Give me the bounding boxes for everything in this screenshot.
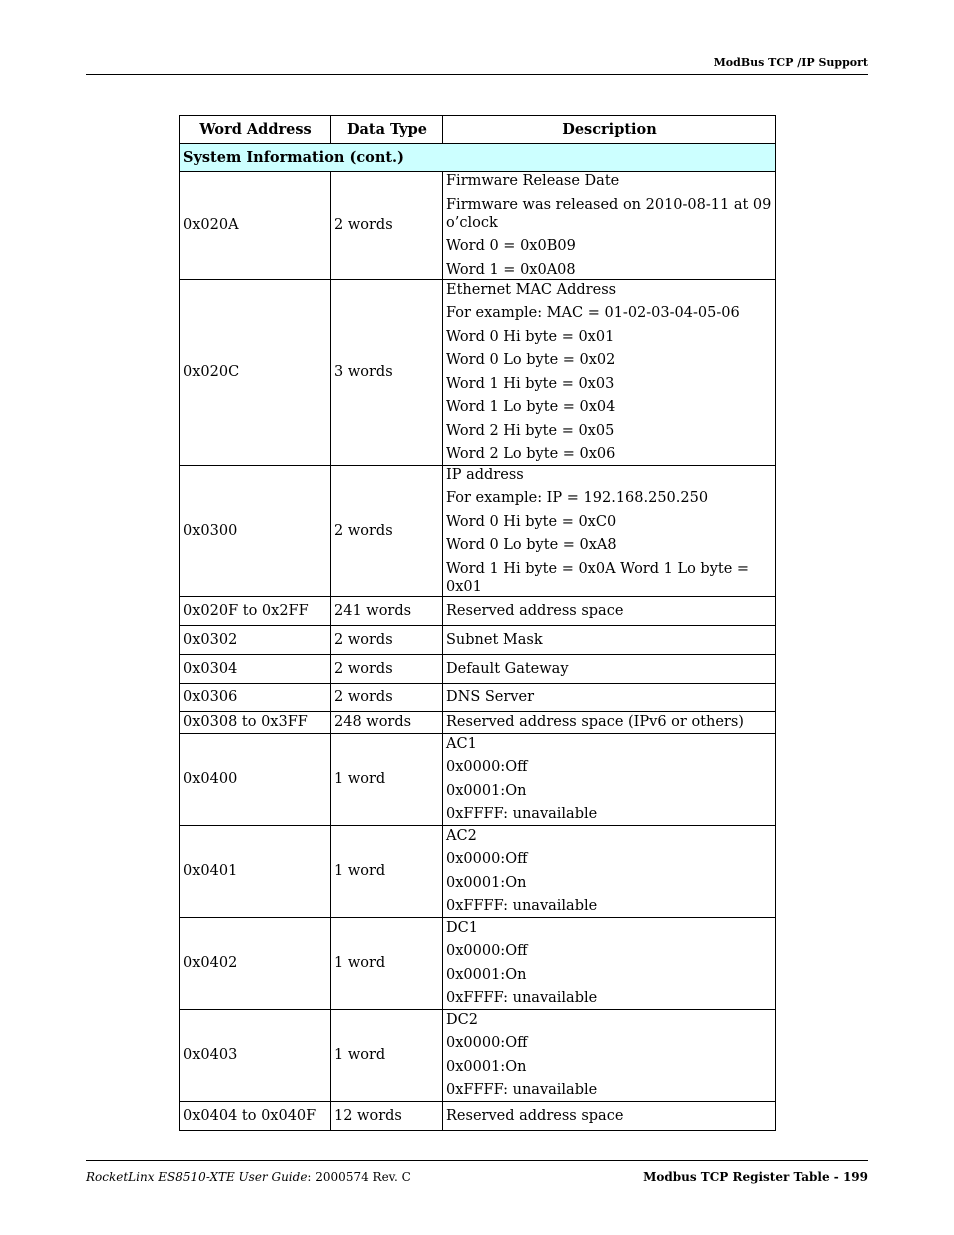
description-cell (443, 733, 776, 825)
description-cell (443, 465, 776, 596)
table-row (180, 654, 776, 683)
data-type-cell: 2 words (331, 172, 443, 280)
description-line: AC1 (446, 735, 477, 752)
description-line: Firmware was released on 2010-08-11 at 09 o’clock (446, 196, 772, 231)
description-line: Reserved address space (446, 602, 624, 619)
data-type-cell: 1 word (331, 917, 443, 1009)
description-line: 0x0001:On (446, 782, 527, 799)
description-line: 0x0000:Off (446, 1035, 528, 1052)
description-cell (443, 654, 776, 683)
description-line: DC1 (446, 919, 478, 936)
table-row (180, 683, 776, 711)
data-type-cell: 248 words (331, 711, 443, 733)
section-title: System Information (cont.) (180, 144, 776, 172)
column-header-data-type: Data Type (331, 116, 443, 144)
word-address-cell: 0x020F to 0x2FF (180, 596, 331, 625)
data-type-cell: 2 words (331, 625, 443, 654)
table-header-row (180, 116, 776, 144)
word-address-cell: 0x0302 (180, 625, 331, 654)
description-line: Word 2 Lo byte = 0x06 (446, 446, 616, 463)
word-address-cell: 0x0401 (180, 825, 331, 917)
description-line: IP address (446, 466, 524, 483)
description-line: Word 0 Lo byte = 0xA8 (446, 537, 617, 553)
table-row (180, 1009, 776, 1101)
word-address-cell: 0x0306 (180, 683, 331, 711)
description-line: 0xFFFF: unavailable (446, 806, 598, 823)
description-line: Word 2 Hi byte = 0x05 (446, 422, 615, 439)
description-cell (443, 711, 776, 733)
data-type-cell: 2 words (331, 654, 443, 683)
data-type-cell: 1 word (331, 825, 443, 917)
data-type-cell: 12 words (331, 1101, 443, 1130)
description-line: 0x0001:On (446, 874, 527, 891)
description-line: 0x0001:On (446, 1058, 527, 1075)
data-type-cell: 3 words (331, 279, 443, 465)
word-address-cell: 0x020A (180, 172, 331, 280)
description-line: Default Gateway (446, 660, 569, 677)
column-header-word-address: Word Address (180, 116, 331, 144)
word-address-cell: 0x0404 to 0x040F (180, 1101, 331, 1130)
description-line: For example: IP = 192.168.250.250 (446, 490, 709, 506)
description-line: Reserved address space (446, 1107, 624, 1124)
description-line: Word 1 Lo byte = 0x04 (446, 399, 616, 416)
description-line: For example: MAC = 01-02-03-04-05-06 (446, 305, 740, 322)
description-line: Subnet Mask (446, 631, 543, 648)
table-row (180, 172, 776, 280)
footer-page-label: Modbus TCP Register Table - 199 (643, 1170, 868, 1184)
description-cell (443, 279, 776, 465)
description-line: AC2 (446, 827, 477, 844)
description-line: Word 0 Hi byte = 0xC0 (446, 513, 617, 530)
header-rule (86, 74, 868, 75)
table-row (180, 596, 776, 625)
description-cell (443, 825, 776, 917)
table-row (180, 825, 776, 917)
description-line: DNS Server (446, 689, 535, 705)
description-line: Ethernet MAC Address (446, 281, 617, 298)
footer-doc-number: : 2000574 Rev. C (307, 1170, 411, 1184)
table-row (180, 733, 776, 825)
description-line: 0x0000:Off (446, 943, 528, 960)
table-row (180, 917, 776, 1009)
description-line: Word 1 = 0x0A08 (446, 261, 576, 278)
data-type-cell: 1 word (331, 733, 443, 825)
footer-document-info (86, 1170, 411, 1184)
table-row (180, 625, 776, 654)
table-row (180, 279, 776, 465)
description-line: 0x0000:Off (446, 851, 528, 868)
description-cell (443, 596, 776, 625)
word-address-cell: 0x0304 (180, 654, 331, 683)
description-line: Word 0 Lo byte = 0x02 (446, 352, 616, 369)
description-line: 0x0001:On (446, 966, 527, 983)
description-line: Reserved address space (IPv6 or others) (446, 714, 744, 730)
description-cell (443, 625, 776, 654)
register-table (179, 115, 776, 1131)
description-line: Word 0 = 0x0B09 (446, 238, 576, 254)
word-address-cell: 0x0308 to 0x3FF (180, 711, 331, 733)
description-cell (443, 683, 776, 711)
description-cell (443, 1101, 776, 1130)
description-line: DC2 (446, 1011, 478, 1028)
description-line: 0xFFFF: unavailable (446, 898, 598, 915)
footer-rule (86, 1160, 868, 1161)
description-line: Word 0 Hi byte = 0x01 (446, 328, 615, 345)
description-line: Word 1 Hi byte = 0x0A Word 1 Lo byte = 0x01 (446, 560, 750, 595)
running-header: ModBus TCP /IP Support (713, 56, 868, 69)
description-cell (443, 172, 776, 280)
section-row (180, 144, 776, 172)
data-type-cell: 1 word (331, 1009, 443, 1101)
table-row (180, 465, 776, 596)
word-address-cell: 0x0400 (180, 733, 331, 825)
word-address-cell: 0x020C (180, 279, 331, 465)
table-row (180, 711, 776, 733)
table-row (180, 1101, 776, 1130)
description-cell (443, 917, 776, 1009)
data-type-cell: 2 words (331, 683, 443, 711)
data-type-cell: 2 words (331, 465, 443, 596)
description-line: Firmware Release Date (446, 173, 620, 189)
data-type-cell: 241 words (331, 596, 443, 625)
description-line: 0x0000:Off (446, 759, 528, 776)
footer-product: RocketLinx ES8510-XTE User Guide (86, 1170, 308, 1184)
description-line: 0xFFFF: unavailable (446, 990, 598, 1007)
word-address-cell: 0x0403 (180, 1009, 331, 1101)
description-line: Word 1 Hi byte = 0x03 (446, 375, 615, 392)
word-address-cell: 0x0300 (180, 465, 331, 596)
description-line: 0xFFFF: unavailable (446, 1082, 598, 1099)
word-address-cell: 0x0402 (180, 917, 331, 1009)
description-cell (443, 1009, 776, 1101)
column-header-description: Description (443, 116, 776, 144)
